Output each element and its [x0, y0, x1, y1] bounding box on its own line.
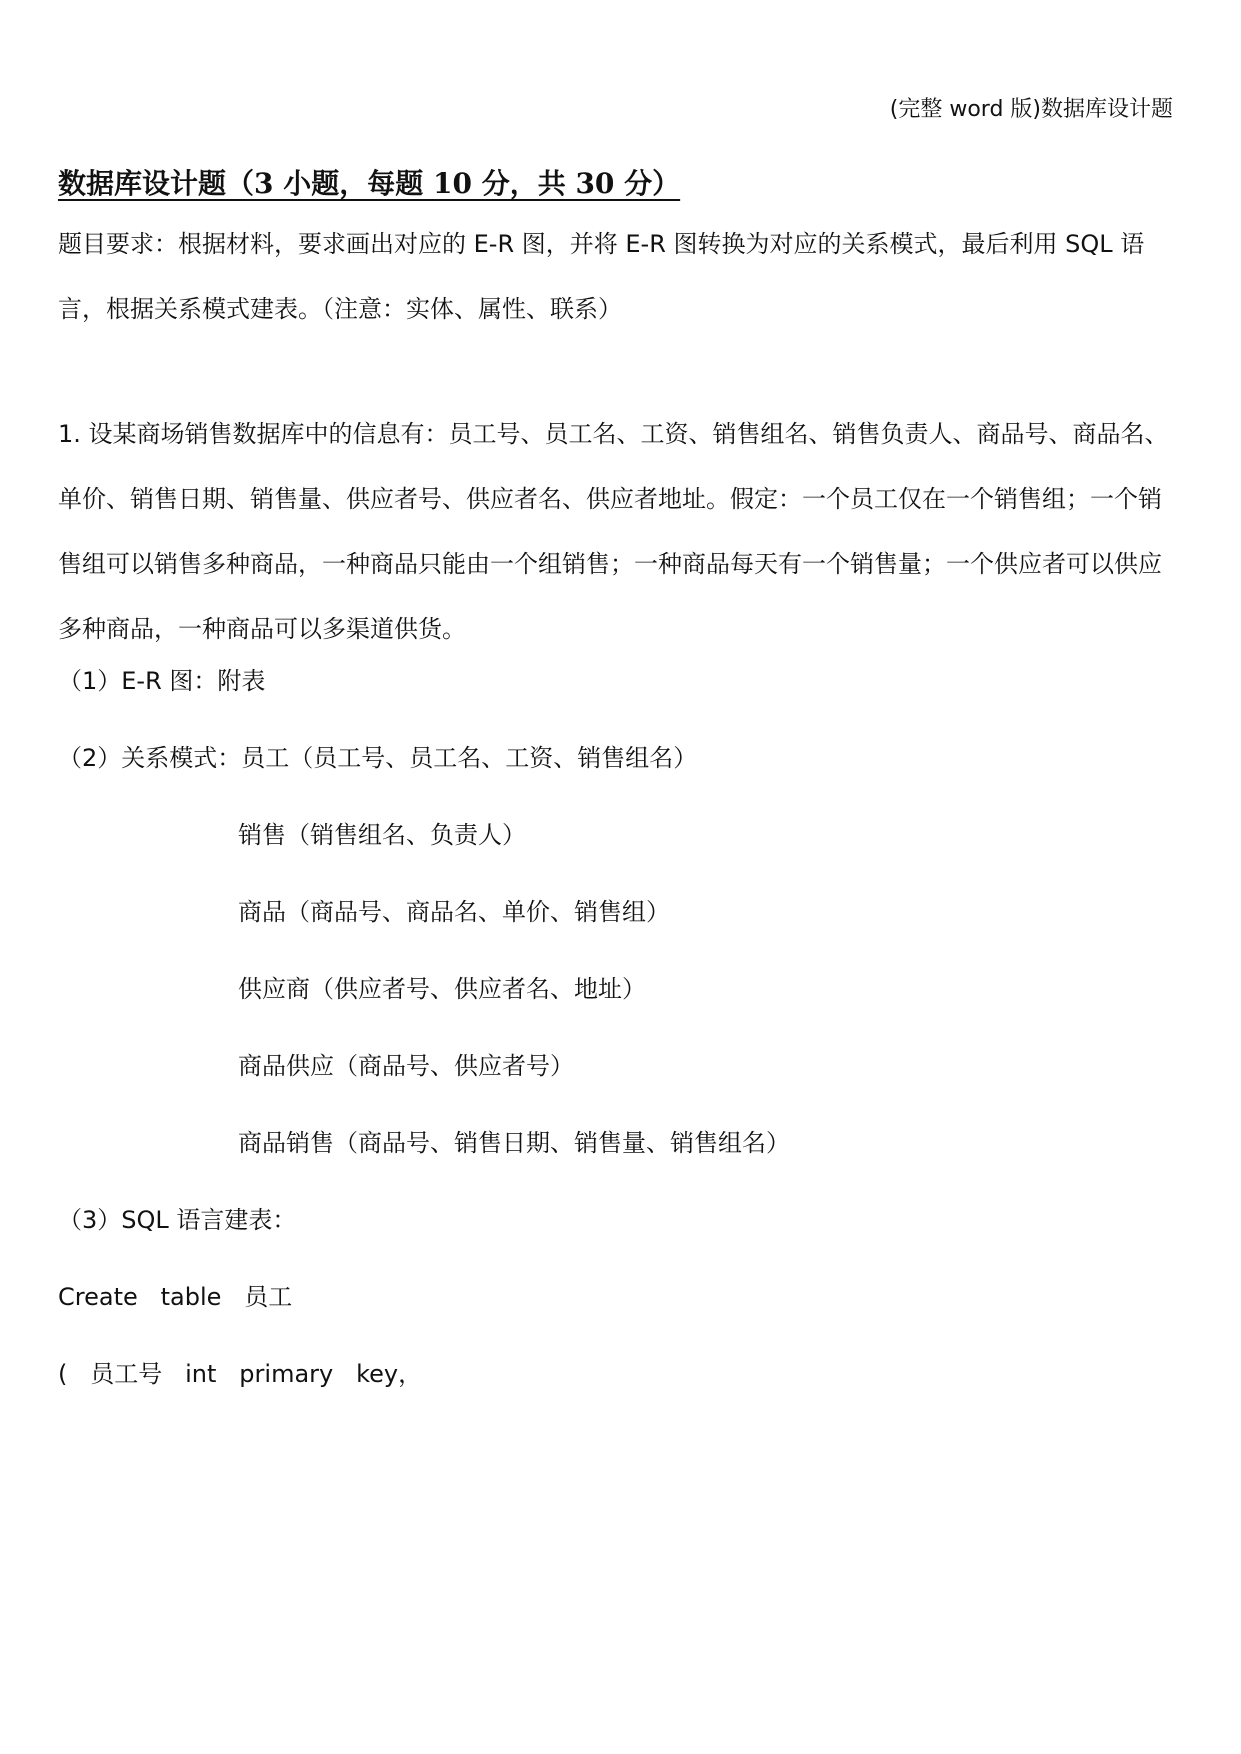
- document-header-title: (完整 word 版)数据库设计题: [889, 97, 1173, 122]
- question-1-paragraph: 1. 设某商场销售数据库中的信息有：员工号、员工名、工资、销售组名、销售负责人、商品号、商品名、单价、销售日期、销售量、供应者号、供应者名、供应者地址。假定：一个员工仅在一个销售组；一个销售组可以销售多种商品，一种商品只能由一个组销售；一种商品每天有一个销售量；一个供应者可以供应多种商品，一种商品可以多渠道供货。: [58, 420, 1169, 643]
- relation-item: 销售（销售组名、负责人）: [238, 821, 526, 849]
- relation-item: 商品（商品号、商品名、单价、销售组）: [238, 898, 670, 926]
- sql-line: Create table 员工: [58, 1283, 293, 1311]
- relation-schema-label: [58, 741, 697, 775]
- er-diagram-label: （1）E-R 图：附表: [58, 667, 266, 695]
- relation-item: 员工（员工号、员工名、工资、销售组名）: [241, 744, 698, 772]
- relation-schema-heading: （2）关系模式：: [58, 744, 242, 772]
- relation-item: 商品销售（商品号、销售日期、销售量、销售组名）: [238, 1129, 790, 1157]
- sql-line: ( 员工号 int primary key，: [58, 1360, 423, 1388]
- relation-item: 供应商（供应者号、供应者名、地址）: [238, 975, 646, 1003]
- relation-item: 商品供应（商品号、供应者号）: [238, 1052, 574, 1080]
- sql-label: （3）SQL 语言建表：: [58, 1206, 297, 1234]
- section-title: 数据库设计题（3 小题，每题 10 分，共 30 分）: [58, 167, 681, 200]
- requirements-paragraph: 题目要求：根据材料，要求画出对应的 E-R 图，并将 E-R 图转换为对应的关系模式，最后利用 SQL 语言，根据关系模式建表。（注意：实体、属性、联系）: [58, 230, 1145, 323]
